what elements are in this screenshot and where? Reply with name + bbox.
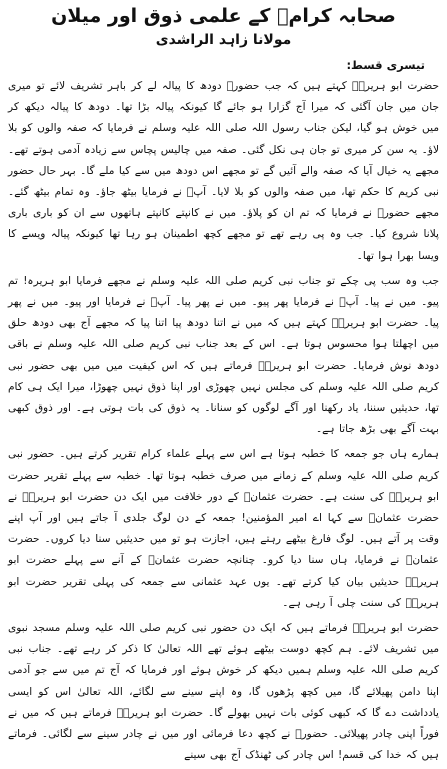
- installment-label: تیسری قسط:: [346, 58, 425, 72]
- article-title: صحابہ کرامؓ کے علمی ذوق اور میلان: [51, 5, 396, 27]
- article-paragraph: حضرت ابو ہریرہؓ کہتے ہیں کہ جب حضورؐ دودھ کا پیالہ لے کر باہر تشریف لائے تو میری جان میں جان آگئی کہ میرا آج گزارا ہو جائے گا کیونکہ پیالہ بڑا تھا۔ دودھ کا پیالہ دیکھ کر میں خوش ہو گیا، لیکن جناب رسول اللہ صلی اللہ علیہ وسلم نے فرمایا کہ صفہ والوں کو بلا لاؤ۔ یہ سن کر میری تو جان ہی نکل گئی۔ صفہ میں چالیس پچاس سے زیادہ آدمی ہوتے تھے۔ مجھے یہ خیال آیا کہ صفہ والے آئیں گے تو مجھے اس دودھ میں سے کیا ملے گا۔ بہر حال حضور نبی کریم کا حکم تھا، میں صفہ والوں کو بلا لایا۔ آپؐ نے فرمایا بیٹھ جاؤ۔ وہ تمام بیٹھ گئے۔ مجھے حضورؐ نے فرمایا کہ تم ان کو پلاؤ۔ میں نے کانپتے کانپتے ہاتھوں سے ان کو باری باری پلانا شروع کیا۔ جب وہ پی رہے تھے تو مجھے کچھ اطمینان ہو رہا تھا کیونکہ پیالہ ویسے کا ویسا بھرا ہوا تھا۔: [8, 80, 439, 262]
- author-name: مولانا زاہد الراشدی: [155, 32, 292, 48]
- article-paragraph: حضرت ابو ہریرہؓ فرماتے ہیں کہ ایک دن حضور نبی کریم صلی اللہ علیہ وسلم مسجد نبوی میں تشریف لائے۔ ہم کچھ دوست بیٹھے ہوئے تھے اللہ تعالیٰ کا ذکر کر رہے تھے۔ جناب نبی کریم صلی اللہ علیہ وسلم ہمیں دیکھ کر خوش ہوئے اور فرمایا کہ آج تم میں سے جو آدمی اپنا دامن پھیلائے گا، میں کچھ پڑھوں گا، وہ اپنے سینے سے لگائے، اللہ تعالیٰ اس کو ایسی یادداشت دے گا کہ کبھی کوئی بات نہیں بھولے گا۔ حضرت ابو ہریرہؓ فرماتے ہیں کہ میں نے فوراً اپنی چادر پھیلائی۔ حضورؐ نے کچھ دعا فرمائی اور میں نے چادر سینے سے لگائی۔ فرماتے ہیں کہ خدا کی قسم! اس چادر کی ٹھنڈک آج بھی سینے: [8, 622, 439, 762]
- article-paragraph: جب وہ سب پی چکے تو جناب نبی کریم صلی اللہ علیہ وسلم نے مجھے فرمایا ابو ہریرہ! تم پیو۔ میں نے پیا۔ آپؐ نے فرمایا پھر پیو۔ میں نے پھر پیا۔ آپؐ نے فرمایا اور پیو۔ میں نے پھر پیا۔ حضرت ابو ہریرہؓ کہتے ہیں کہ میں نے اتنا دودھ پیا اتنا پیا کہ مجھے آج بھی دودھ حلق میں اچھلتا ہوا محسوس ہوتا ہے۔ اس کے بعد جناب نبی کریم صلی اللہ علیہ وسلم نے باقی دودھ نوش فرمایا۔ حضرت ابو ہریرہؓ فرماتے ہیں کہ اس کیفیت میں میں بھی حضور نبی کریم صلی اللہ علیہ وسلم کی مجلس نہیں چھوڑی اور اپنا ذوق نہیں چھوڑا، میرا ایک ہی کام تھا، حدیثیں سننا، یاد رکھنا اور آگے لوگوں کو سنانا۔ یہ ذوق کی بات ہوتی ہے۔ اور ذوق کبھی بہت آگے بھی بڑھ جاتا ہے۔: [8, 274, 439, 436]
- article-paragraph: ہمارے ہاں جو جمعہ کا خطبہ ہوتا ہے اس سے پہلے علماء کرام تقریر کرتے ہیں۔ حضور نبی کریم صلی اللہ علیہ وسلم کے زمانے میں صرف خطبہ ہوتا تھا۔ خطبہ سے پہلے تقریر حضرت ابو ہریرہؓ کی سنت ہے۔ حضرت عثمانؓ کے دور خلافت میں ایک دن حضرت ابو ہریرہؓ نے حضرت عثمانؓ سے کہا اے امیر المؤمنین! جمعہ کے دن لوگ جلدی آ جاتے ہیں اور آپ اپنے وقت پر آتے ہیں۔ لوگ فارغ بیٹھے رہتے ہیں، اجازت ہو تو میں حدیثیں سنا دیا کروں۔ حضرت عثمانؓ نے فرمایا، ہاں سنا دیا کرو۔ چنانچہ حضرت عثمانؓ کے آنے سے پہلے حضرت ابو ہریرہؓ حدیثیں بیان کیا کرتے تھے۔ یوں عہد عثمانی سے جمعہ کی پہلی تقریر حضرت ابو ہریرہؓ کی سنت چلی آ رہی ہے۔: [8, 448, 439, 609]
